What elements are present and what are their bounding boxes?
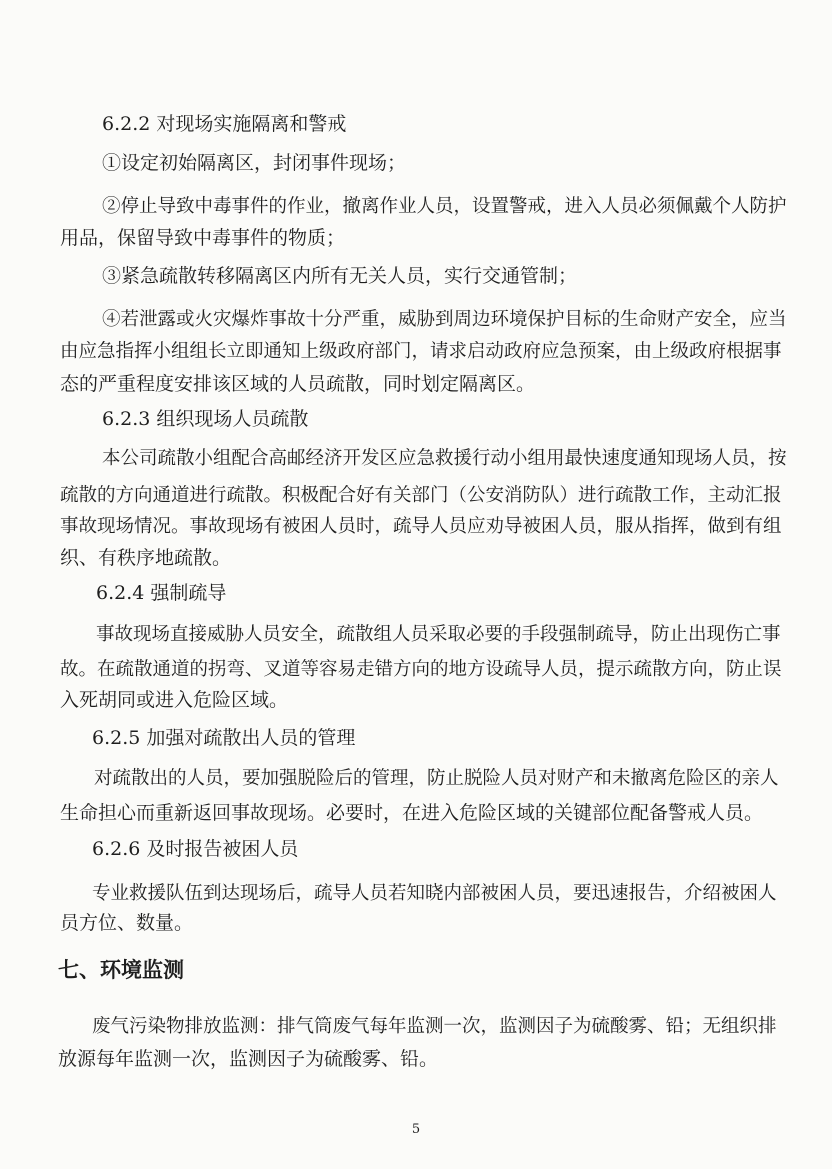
subsection-title-6-2-4: 6.2.4 强制疏导 [96, 582, 227, 604]
paragraph-line: 态的严重程度安排该区域的人员疏散，同时划定隔离区。 [60, 373, 536, 395]
paragraph-line: 专业救援队伍到达现场后，疏导人员若知晓内部被困人员，要迅速报告，介绍被困人 [92, 883, 777, 904]
paragraph-line: 由应急指挥小组组长立即通知上级政府部门，请求启动政府应急预案，由上级政府根据事 [60, 341, 782, 362]
paragraph-line: 员方位、数量。 [60, 912, 194, 934]
section-heading: 七、环境监测 [58, 958, 184, 982]
paragraph-line: 入死胡同或进入危险区域。 [60, 689, 289, 711]
paragraph-line: ①设定初始隔离区，封闭事件现场； [102, 152, 407, 174]
paragraph-line: 故。在疏散通道的拐弯、叉道等容易走错方向的地方设疏导人员，提示疏散方向，防止误 [60, 659, 782, 680]
paragraph-line: ③紧急疏散转移隔离区内所有无关人员，实行交通管制； [102, 265, 578, 287]
paragraph-line: ④若泄露或火灾爆炸事故十分严重，威胁到周边环境保护目标的生命财产安全，应当 [102, 309, 787, 330]
subsection-title-6-2-3: 6.2.3 组织现场人员疏散 [102, 408, 309, 430]
paragraph-line: 废气污染物排放监测：排气筒废气每年监测一次，监测因子为硫酸雾、铅；无组织排 [92, 1016, 777, 1037]
paragraph-line: 事故现场情况。事故现场有被困人员时，疏导人员应劝导被困人员，服从指挥，做到有组 [60, 516, 782, 537]
page-number: 5 [411, 1122, 421, 1137]
paragraph-line: 事故现场直接威胁人员安全，疏散组人员采取必要的手段强制疏导，防止出现伤亡事 [96, 624, 781, 645]
paragraph-line: 生命担心而重新返回事故现场。必要时，在进入危险区域的关键部位配备警戒人员。 [60, 802, 764, 824]
subsection-title-6-2-6: 6.2.6 及时报告被困人员 [92, 838, 299, 860]
paragraph-line: 对疏散出的人员，要加强脱险后的管理，防止脱险人员对财产和未撤离危险区的亲人 [94, 768, 779, 789]
subsection-title-6-2-5: 6.2.5 加强对疏散出人员的管理 [92, 727, 356, 749]
paragraph-line: 本公司疏散小组配合高邮经济开发区应急救援行动小组用最快速度通知现场人员，按 [102, 448, 787, 469]
paragraph-line: 放源每年监测一次，监测因子为硫酸雾、铅。 [58, 1048, 439, 1070]
paragraph-line: 织、有秩序地疏散。 [60, 547, 232, 569]
paragraph-line: 用品，保留导致中毒事件的物质； [60, 227, 346, 249]
paragraph-line: ②停止导致中毒事件的作业，撤离作业人员，设置警戒，进入人员必须佩戴个人防护 [102, 196, 787, 217]
paragraph-line: 疏散的方向通道进行疏散。积极配合好有关部门（公安消防队）进行疏散工作，主动汇报 [60, 485, 782, 506]
subsection-title-6-2-2: 6.2.2 对现场实施隔离和警戒 [102, 113, 347, 135]
